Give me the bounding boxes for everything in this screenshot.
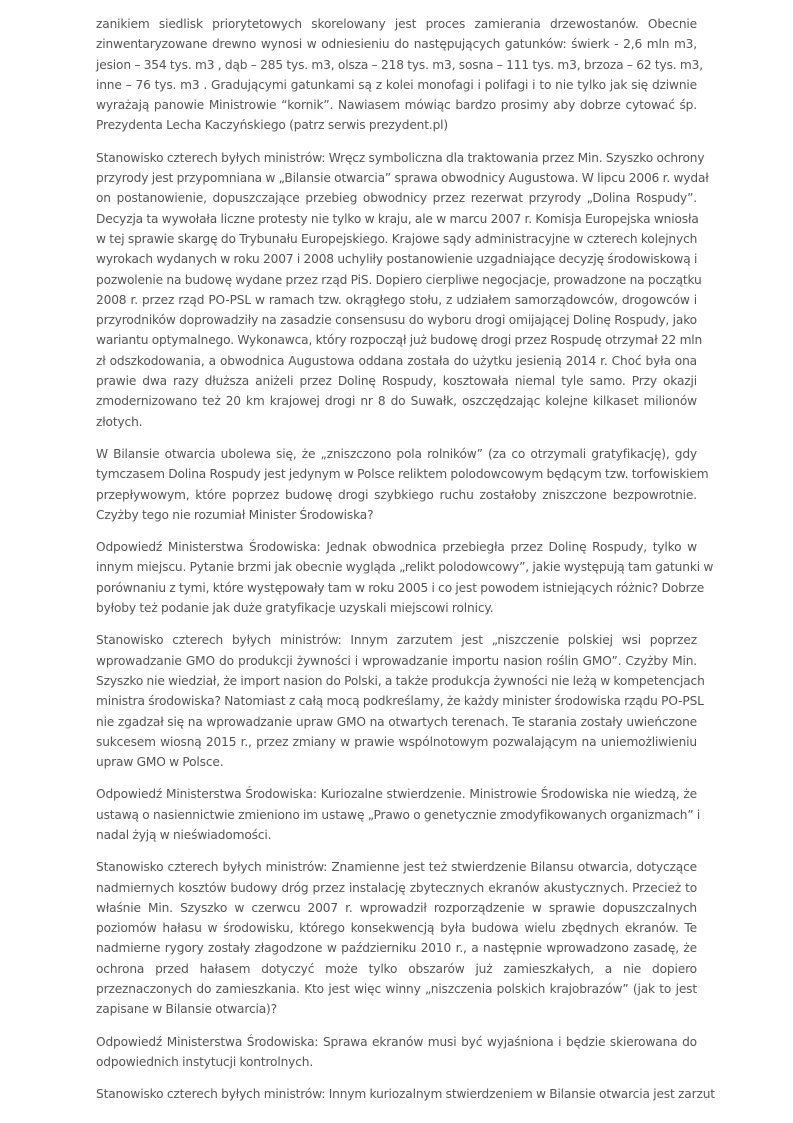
paragraph xyxy=(96,857,697,1019)
text-line: inne – 76 tys. m3 . Gradującymi gatunkami są z kolei monofagi i polifagi i to nie tylko jak się dziwnie xyxy=(96,77,697,92)
text-line: w tej sprawie skargę do Trybunału Europejskiego. Krajowe sądy administracyjne w czterech kolejnych xyxy=(96,231,698,246)
text-line: innym miejscu. Pytanie brzmi jak obecnie wygląda „relikt polodowcowy”, jakie występują tam gatunki w xyxy=(96,560,714,575)
text-line: wprowadzanie GMO do produkcji żywności i wprowadzanie importu nasion roślin GMO”. Czyżby Min. xyxy=(96,653,697,668)
text-line: właśnie Min. Szyszko w czerwcu 2007 r. wprowadził rozporządzenie w sprawie dopuszczalnych xyxy=(96,900,697,915)
text-line: zmodernizowano też 20 km krajowej drogi nr 8 do Suwałk, oszczędzając kolejne kilkaset milionów xyxy=(96,394,697,409)
text-line: ustawą o nasiennictwie zmieniono im ustawę „Prawo o genetycznie zmodyfikowanych organizmach” i xyxy=(96,807,701,822)
paragraph xyxy=(96,1084,715,1104)
text-line: byłoby też podanie jak duże gratyfikacje uzyskali miejscowi rolnicy. xyxy=(96,601,494,616)
paragraph xyxy=(96,630,705,772)
text-line: pozwolenie na budowę wydane przez rząd PiS. Dopiero cierpliwe negocjacje, prowadzone na początku xyxy=(96,272,702,287)
text-line: sukcesem wiosną 2015 r., przez zmiany w prawie wspólnotowym pozwalającym na uniemożliwieniu xyxy=(96,734,697,749)
text-line: nie zgadzał się na wprowadzanie upraw GMO na otwartych terenach. Te starania zostały uwieńczone xyxy=(96,714,697,729)
text-line: Odpowiedź Ministerstwa Środowiska: Kuriozalne stwierdzenie. Ministrowie Środowiska nie wiedzą, że xyxy=(96,787,697,802)
text-line: Stanowisko czterech byłych ministrów: Innym zarzutem jest „niszczenie polskiej wsi poprzez xyxy=(96,633,697,648)
text-line: Stanowisko czterech byłych ministrów: Znamienne jest też stwierdzenie Bilansu otwarcia, dotyczące xyxy=(96,860,697,875)
text-line: Stanowisko czterech byłych ministrów: Wręcz symboliczna dla traktowania przez Min. Szyszko ochrony xyxy=(96,150,705,165)
text-line: przepływowym, które poprzez budowę drogi szybkiego ruchu zostałoby zniszczone bezpowrotnie. xyxy=(96,487,697,502)
text-line: wyrokach wydanych w roku 2007 i 2008 uchyliły postanowienie uzgadniające decyzję środowiskową i xyxy=(96,252,698,267)
paragraph xyxy=(96,444,709,525)
text-line: przeznaczonych do zamieszkania. Kto jest więc winny „niszczenia polskich krajobrazów” (jak to jest xyxy=(96,982,697,997)
text-line: zapisane w Bilansie otwarcia)? xyxy=(96,1002,277,1017)
text-line: nadmierne rygory zostały złagodzone w październiku 2010 r., a następnie wprowadzono zasadę, że xyxy=(96,941,697,956)
text-line: prawie dwa razy dłuższa aniżeli przez Dolinę Rospudy, kosztowała niemal tyle samo. Przy okazji xyxy=(96,374,697,389)
text-line: zinwentaryzowane drewno wynosi w odniesieniu do następujących gatunków: świerk - 2,6 mln m3, xyxy=(96,37,697,52)
text-line: Stanowisko czterech byłych ministrów: Innym kuriozalnym stwierdzeniem w Bilansie otwarcia jest zarzut xyxy=(96,1087,715,1102)
text-line: Czyżby tego nie rozumiał Minister Środowiska? xyxy=(96,507,374,522)
text-line: Odpowiedź Ministerstwa Środowiska: Sprawa ekranów musi być wyjaśniona i będzie skierowana do xyxy=(96,1034,697,1049)
text-line: 2008 r. przez rząd PO-PSL w ramach tzw. okrągłego stołu, z udziałem samorządowców, drogowców i xyxy=(96,292,697,307)
text-line: porównaniu z tymi, które występowały tam w roku 2005 i co jest powodem istniejących różnic? Dobrze xyxy=(96,580,705,595)
paragraph xyxy=(96,1032,697,1073)
text-line: przyrodników doprowadziły na zasadzie consensusu do wyboru drogi omijającej Dolinę Rospudy, jako xyxy=(96,313,697,328)
text-line: zł odszkodowania, a obwodnica Augustowa oddana została do użytku jesienią 2014 r. Choć była ona xyxy=(96,353,697,368)
paragraph xyxy=(96,148,709,432)
text-line: odpowiednich instytucji kontrolnych. xyxy=(96,1054,314,1069)
text-line: przyrody jest przypomniana w „Bilansie otwarcia” sprawa obwodnicy Augustowa. W lipcu 2006 r. wydał xyxy=(96,171,709,186)
text-line: upraw GMO w Polsce. xyxy=(96,755,224,770)
document-body xyxy=(96,14,715,1105)
text-line: Decyzja ta wywołała liczne protesty nie tylko w kraju, ale w marcu 2007 r. Komisja Europejska wniosła xyxy=(96,211,699,226)
text-line: wyrażają panowie Ministrowie “kornik”. Nawiasem mówiąc bardzo prosimy aby dobrze cytować śp. xyxy=(96,98,697,113)
text-line: tymczasem Dolina Rospudy jest jedynym w Polsce reliktem polodowcowym będącym tzw. torfowiskiem xyxy=(96,467,709,482)
paragraph xyxy=(96,537,714,618)
text-line: nadmiernych kosztów budowy dróg przez instalację zbytecznych ekranów akustycznych. Przecież to xyxy=(96,880,697,895)
text-line: Odpowiedź Ministerstwa Środowiska: Jednak obwodnica przebiegła przez Dolinę Rospudy, tylko w xyxy=(96,540,697,555)
text-line: ministra środowiska? Natomiast z całą mocą podkreślamy, że każdy minister środowiska rządu PO-PSL xyxy=(96,694,704,709)
text-line: W Bilansie otwarcia ubolewa się, że „zniszczono pola rolników” (za co otrzymali gratyfikację), gdy xyxy=(96,446,697,461)
text-line: Szyszko nie wiedział, że import nasion do Polski, a także produkcja żywności nie leżą w kompetencjach xyxy=(96,673,705,688)
text-line: zanikiem siedlisk priorytetowych skorelowany jest proces zamierania drzewostanów. Obecnie xyxy=(96,17,697,31)
paragraph xyxy=(96,784,701,845)
text-line: on postanowienie, dopuszczające przebieg obwodnicy przez rezerwat przyrody „Dolina Rospudy”. xyxy=(96,191,697,206)
text-line: Prezydenta Lecha Kaczyńskiego (patrz serwis prezydent.pl) xyxy=(96,118,449,133)
text-line: wariantu optymalnego. Wykonawca, który rozpoczął już budowę drogi przez Rospudę otrzymał 22 mln xyxy=(96,333,703,348)
text-line: złotych. xyxy=(96,414,143,429)
text-line: jesion – 354 tys. m3 , dąb – 285 tys. m3, olsza – 218 tys. m3, sosna – 111 tys. m3, brzoza – 62 tys. m3, xyxy=(96,57,703,72)
paragraph xyxy=(96,14,703,136)
text-line: poziomów hałasu w środowisku, którego konsekwencją była budowa wielu zbędnych ekranów. Te xyxy=(96,921,697,936)
text-line: ochrona przed hałasem dotyczyć może tylko obszarów już zamieszkałych, a nie dopiero xyxy=(96,961,697,976)
text-line: nadal żyją w nieświadomości. xyxy=(96,827,272,842)
